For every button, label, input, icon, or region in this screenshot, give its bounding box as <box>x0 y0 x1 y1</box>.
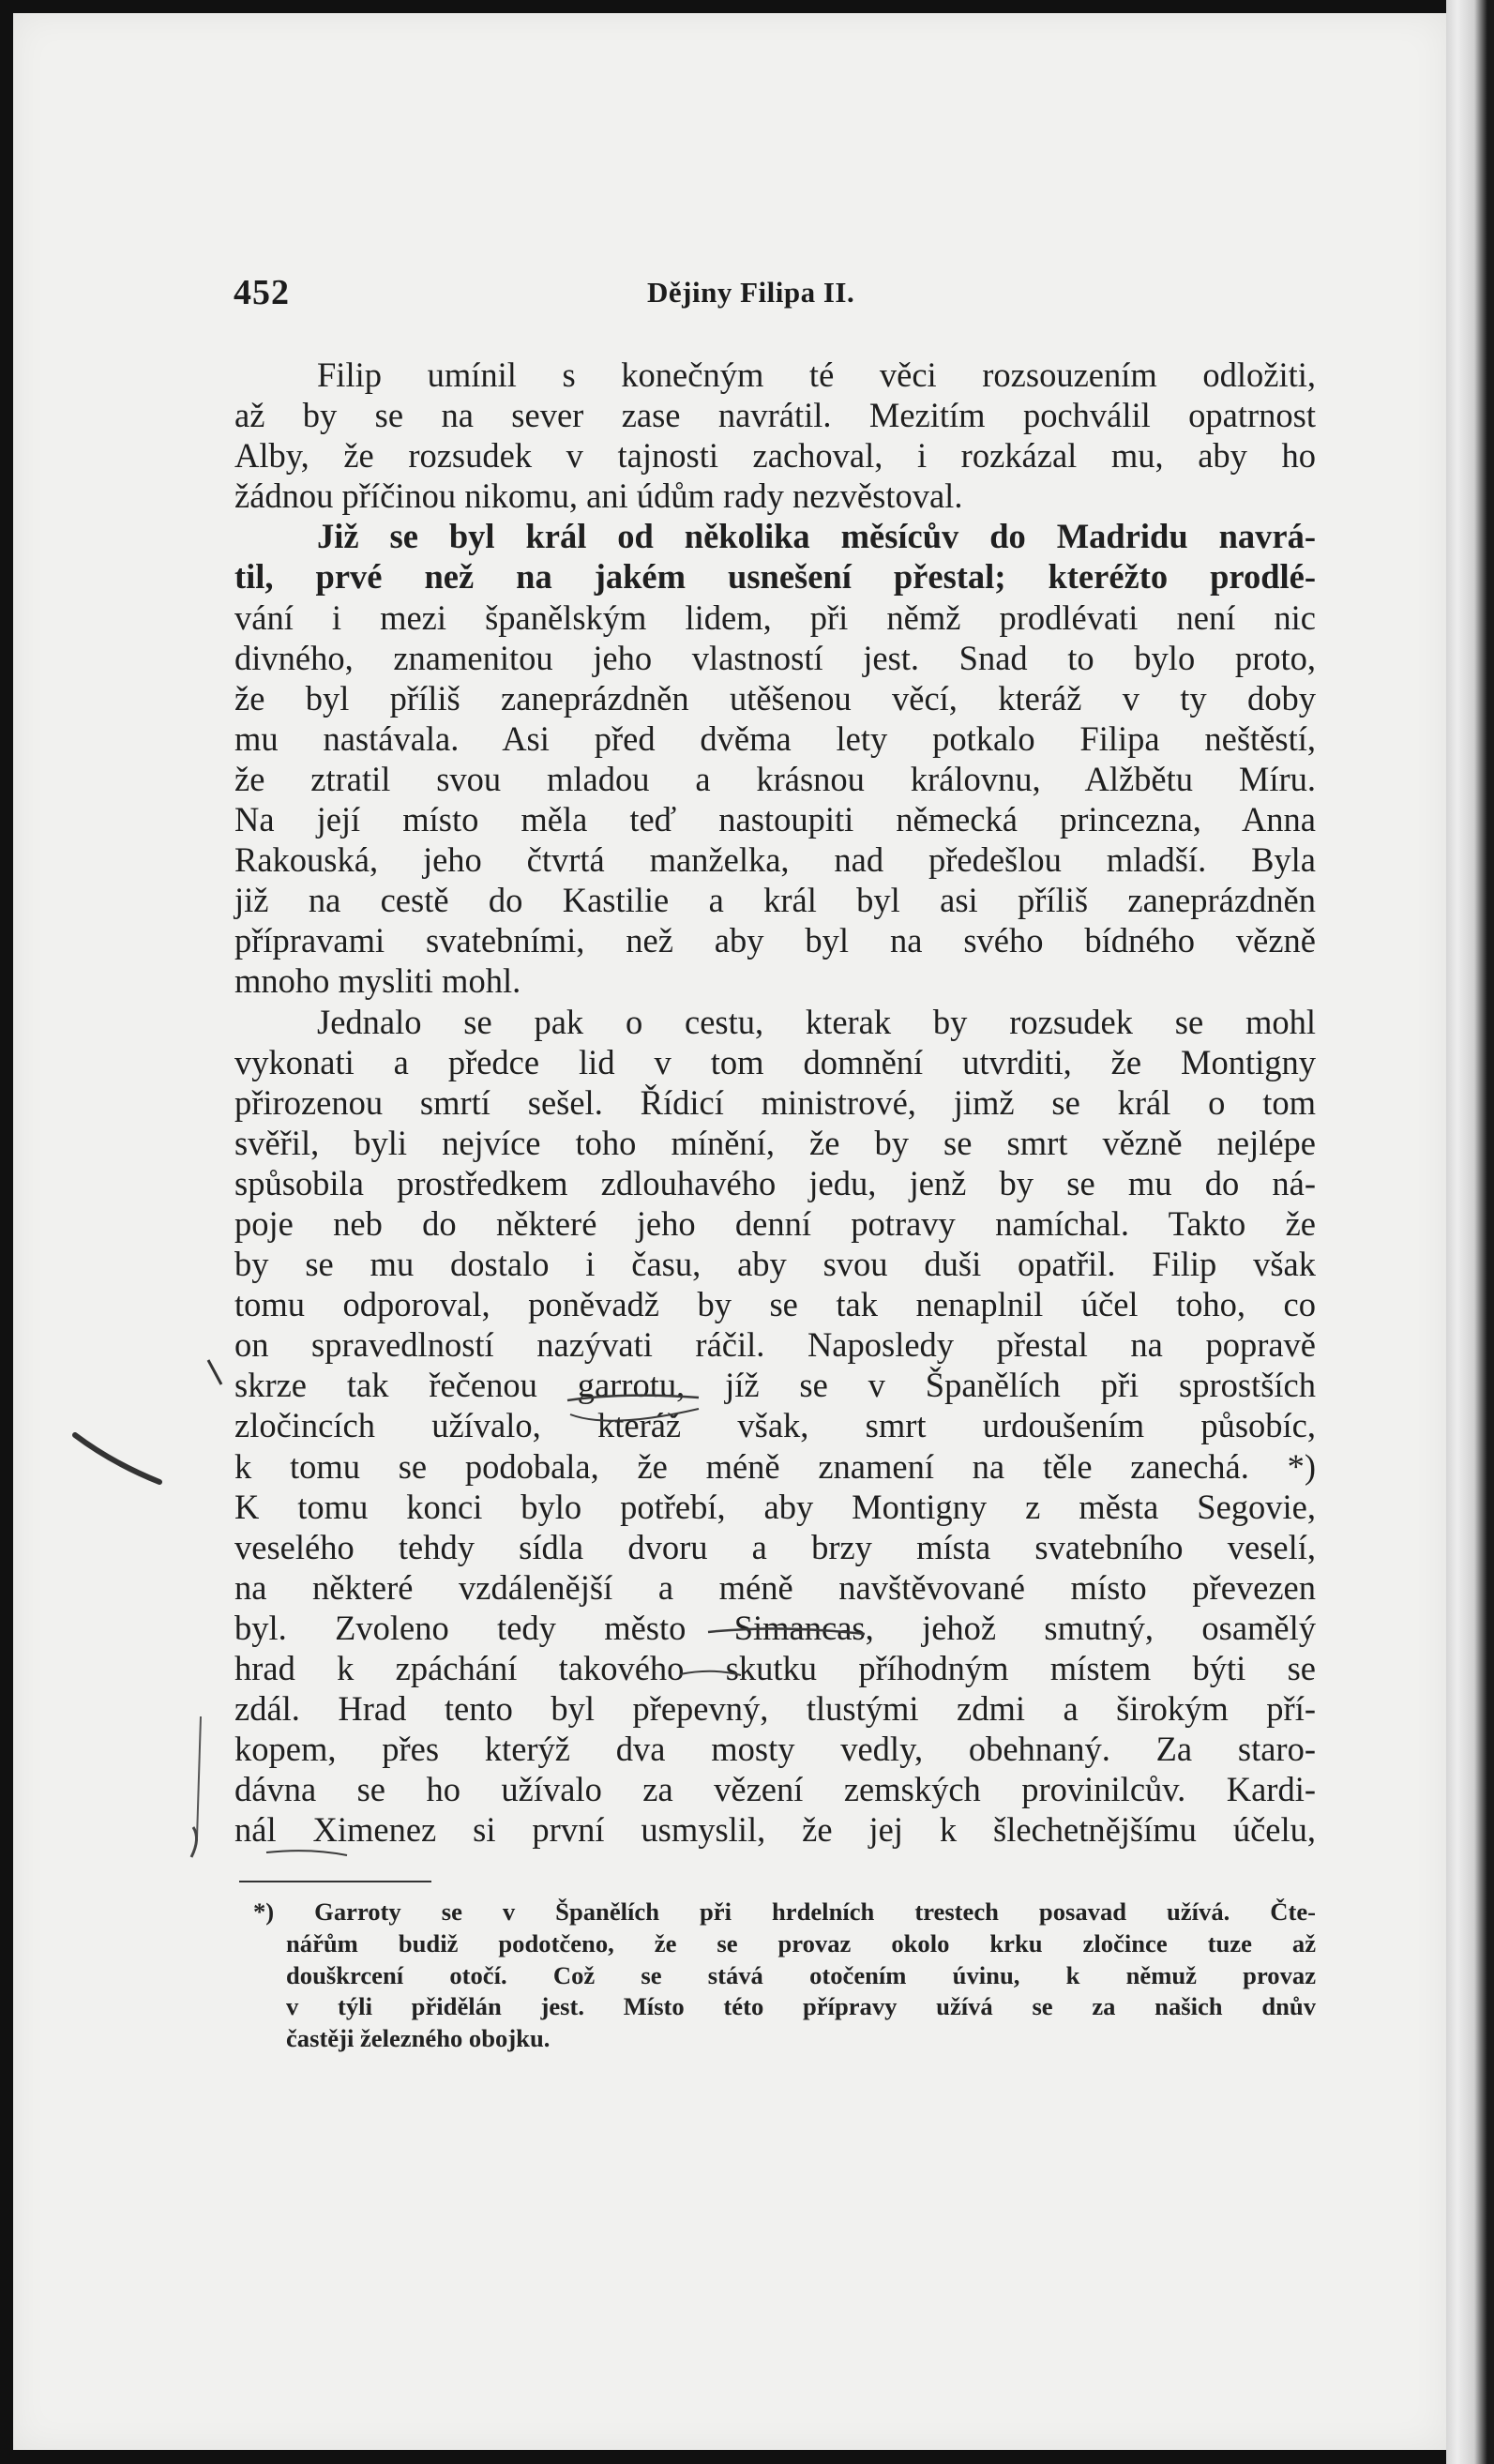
text-line: již na cestě do Kastilie a král byl asi příliš zaneprázdněn <box>234 881 1316 920</box>
text-line: zločincích užívalo, kteráž však, smrt urdoušením působíc, <box>234 1406 1316 1445</box>
text-line: Rakouská, jeho čtvrtá manželka, nad předešlou mladší. Byla <box>234 840 1316 880</box>
text-line: vání i mezi španělským lidem, při němž prodlévati není nic <box>234 597 1316 637</box>
footnote <box>253 1897 1316 2055</box>
text-line: hrad k zpáchání takového skutku příhodným místem býti se <box>234 1649 1316 1687</box>
text-line: k tomu se podobala, že méně znamení na těle zanechá. *) <box>234 1446 1316 1486</box>
text-line: Jednalo se pak o cestu, kterak by rozsudek se mohl <box>317 1002 1316 1041</box>
footnote-line: v týli přidělán jest. Místo této přípravy užívá se za našich dnův <box>286 1992 1316 2021</box>
scan-edge <box>1446 0 1494 2464</box>
text-line: na některé vzdálenější a méně navštěvované místo převezen <box>234 1567 1316 1607</box>
text-line: dávna se ho užívalo za vězení zemských provinilcův. Kardi- <box>234 1770 1316 1809</box>
text-line: byl. Zvoleno tedy město Simancas, jehož smutný, osamělý <box>234 1608 1316 1647</box>
footnote-line: douškrcení otočí. Což se stává otočením úvinu, k němuž provaz <box>286 1960 1316 1989</box>
text-line: mu nastávala. Asi před dvěma lety potkalo Filipa neštěstí, <box>234 718 1316 758</box>
page-header <box>220 272 1318 319</box>
text-line: tomu odporoval, poněvadž by se tak nenaplnil účel toho, co <box>234 1285 1316 1324</box>
footnote-line: častěji železného obojku. <box>286 2024 551 2053</box>
text-line: přípravami svatebními, než aby byl na svého bídného vězně <box>234 921 1316 960</box>
running-title: Dějiny Filipa II. <box>647 276 855 309</box>
text-line: žádnou příčinou nikomu, ani údům rady nezvěstoval. <box>234 476 963 516</box>
text-line: divného, znamenitou jeho vlastností jest. Snad to bylo proto, <box>234 638 1316 677</box>
text-line: Již se byl král od několika měsícův do Madridu navrá- <box>317 517 1316 556</box>
footnote-line: *) Garroty se v Španělích při hrdelních trestech posavad užívá. Čte- <box>253 1897 1316 1926</box>
text-line: přirozenou smrtí sešel. Řídicí ministrové, jimž se král o tom <box>234 1082 1316 1122</box>
text-line: nál Ximenez si první usmyslil, že jej k šlechetnějšímu účelu, <box>234 1810 1316 1850</box>
text-line: spůsobila prostředkem zdlouhavého jedu, jenž by se mu do ná- <box>234 1163 1316 1202</box>
text-line: svěřil, byli nejvíce toho mínění, že by se smrt vězně nejlépe <box>234 1123 1316 1162</box>
text-line: on spravedlností nazývati ráčil. Naposledy přestal na popravě <box>234 1325 1316 1365</box>
text-line: vykonati a předce lid v tom domnění utvrditi, že Montigny <box>234 1042 1316 1081</box>
text-line: že ztratil svou mladou a krásnou královnu, Alžbětu Míru. <box>234 759 1316 798</box>
text-line: K tomu konci bylo potřebí, aby Montigny z města Segovie, <box>234 1487 1316 1526</box>
text-line: by se mu dostalo i času, aby svou duši opatřil. Filip však <box>234 1245 1316 1284</box>
text-line: že byl příliš zaneprázdněn utěšenou věcí, kteráž v ty doby <box>234 678 1316 718</box>
page-number: 452 <box>234 273 290 312</box>
text-line: Alby, že rozsudek v tajnosti zachoval, i rozkázal mu, aby ho <box>234 436 1316 476</box>
text-line: mnoho mysliti mohl. <box>234 961 521 1001</box>
text-line: veselého tehdy sídla dvoru a brzy místa svatebního veselí, <box>234 1527 1316 1566</box>
footnote-rule <box>239 1881 431 1882</box>
text-line: Na její místo měla teď nastoupiti německá princezna, Anna <box>234 800 1316 839</box>
text-line: skrze tak řečenou garrotu, jíž se v Španělích při sprostších <box>234 1366 1316 1405</box>
text-line: til, prvé než na jakém usnešení přestal; kteréžto prodlé- <box>234 557 1316 597</box>
text-line: až by se na sever zase navrátil. Mezitím pochválil opatrnost <box>234 396 1316 435</box>
text-line: zdál. Hrad tento byl přepevný, tlustými zdmi a širokým pří- <box>234 1689 1316 1729</box>
text-line: kopem, přes kterýž dva mosty vedly, obehnaný. Za staro- <box>234 1730 1316 1769</box>
text-line: poje neb do některé jeho denní potravy namíchal. Takto že <box>234 1203 1316 1243</box>
body-text <box>234 355 1316 1850</box>
text-line: Filip umínil s konečným té věci rozsouzením odložiti, <box>317 355 1316 394</box>
footnote-line: nářům budiž podotčeno, že se provaz okolo krku zločince tuze až <box>286 1928 1316 1958</box>
